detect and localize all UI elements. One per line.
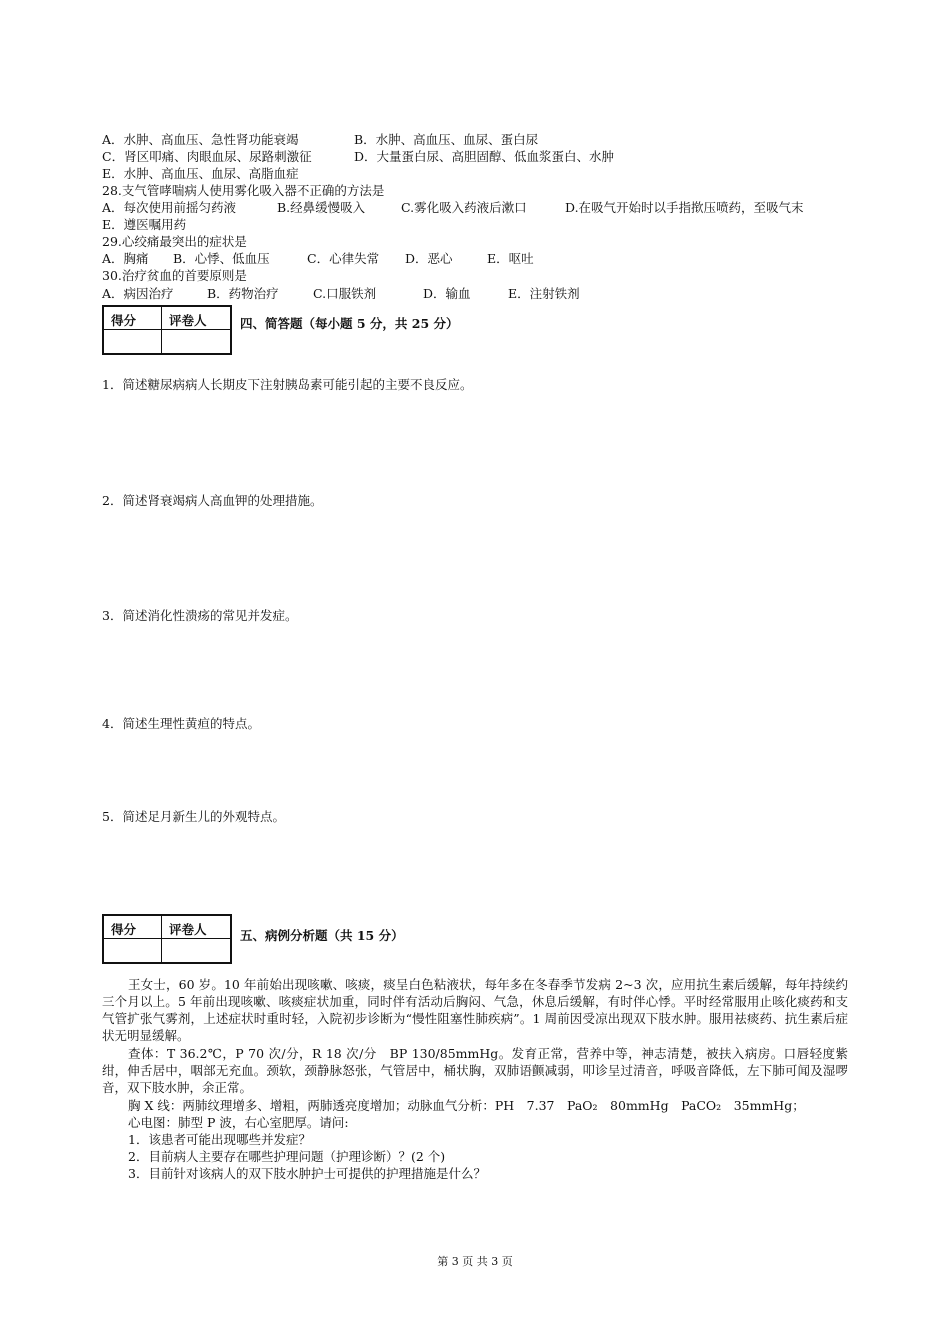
score-label: 得分 (104, 916, 162, 939)
q29-option-a: A．胸痛 (102, 251, 149, 266)
short-answer-q3: 3．简述消化性溃疡的常见并发症。 (102, 608, 298, 623)
q28-option-b: B.经鼻缓慢吸入 (277, 200, 366, 215)
case-ecg: 心电图：肺型 P 波，右心室肥厚。请问: (128, 1115, 349, 1130)
grader-cell[interactable] (162, 939, 232, 964)
case-exam-paragraph: 查体：T 36.2℃，P 70 次/分，R 18 次/分 BP 130/85mmHg。发育正常，营养中等，神志清楚，被扶入病房。口唇轻度紫绀，伸舌居中，咽部无充血。颈软，颈静脉怒张，气管居中，桶状胸，双肺语颤减弱，叩诊呈过清音，呼吸音降低，左下肺可闻及湿啰音，双下肢水肿，余正常。 (102, 1046, 848, 1095)
q28-stem: 28.支气管哮喘病人使用雾化吸入器不正确的方法是 (102, 183, 385, 198)
case-history-paragraph: 王女士，60 岁。10 年前始出现咳嗽、咳痰，痰呈白色粘液状，每年多在冬春季节发病 2~3 次，应用抗生素后缓解，每年持续约三个月以上。5 年前出现咳嗽、咳痰症状加重，同时伴有活动后胸闷、气急，休息后缓解，有时伴心悸。平时经常服用止咳化痰药和支气管扩张气雾剂，上述症状时重时轻，入院初步诊断为“慢性阻塞性肺疾病”。1 周前因受凉出现双下肢水肿。服用祛痰药、抗生素后症状无明显缓解。 (102, 977, 848, 1043)
q29-stem: 29.心绞痛最突出的症状是 (102, 234, 247, 249)
short-answer-q1: 1．简述糖尿病病人长期皮下注射胰岛素可能引起的主要不良反应。 (102, 377, 473, 392)
grader-label: 评卷人 (162, 307, 232, 330)
section4-title: 四、简答题（每小题 5 分，共 25 分） (240, 316, 459, 331)
short-answer-q4: 4．简述生理性黄疸的特点。 (102, 716, 260, 731)
section4-score-table (102, 305, 232, 355)
q30-option-b: B．药物治疗 (207, 286, 279, 301)
q27-option-c: C．肾区叩痛、肉眼血尿、尿路刺激征 (102, 149, 312, 164)
q29-option-c: C．心律失常 (307, 251, 380, 266)
case-xray-bloodgas: 胸 X 线：两肺纹理增多、增粗，两肺透亮度增加；动脉血气分析：PH 7.37 PaO₂ 80mmHg PaCO₂ 35mmHg； (128, 1098, 805, 1113)
q30-option-d: D．输血 (423, 286, 471, 301)
page-footer: 第 3 页 共 3 页 (437, 1255, 513, 1268)
section5-title: 五、病例分析题（共 15 分） (240, 928, 404, 943)
q27-option-e: E．水肿、高血压、血尿、高脂血症 (102, 166, 299, 181)
q28-options-row1 (102, 199, 804, 216)
case-question-2: 2．目前病人主要存在哪些护理问题（护理诊断）？(2 个) (128, 1149, 446, 1164)
q28-option-e: E．遵医嘱用药 (102, 217, 187, 232)
q30-options-row (102, 285, 580, 302)
q29-option-d: D．恶心 (405, 251, 453, 266)
q30-option-a: A．病因治疗 (102, 286, 174, 301)
grader-label: 评卷人 (162, 916, 232, 939)
case-question-1: 1．该患者可能出现哪些并发症？ (128, 1132, 311, 1147)
short-answer-q2: 2．简述肾衰竭病人高血钾的处理措施。 (102, 493, 323, 508)
q28-option-d: D.在吸气开始时以手指揿压喷药，至吸气末 (565, 200, 804, 215)
case-question-3: 3．目前针对该病人的双下肢水肿护士可提供的护理措施是什么？ (128, 1166, 486, 1181)
score-cell[interactable] (104, 330, 162, 355)
section5-score-table (102, 914, 232, 964)
q29-option-b: B．心悸、低血压 (173, 251, 270, 266)
score-cell[interactable] (104, 939, 162, 964)
short-answer-q5: 5．简述足月新生儿的外观特点。 (102, 809, 285, 824)
q30-option-c: C.口服铁剂 (313, 286, 377, 301)
q27-option-a: A．水肿、高血压、急性肾功能衰竭 (102, 132, 299, 147)
q30-option-e: E．注射铁剂 (508, 286, 580, 301)
q28-option-a: A．每次使用前摇匀药液 (102, 200, 237, 215)
q27-option-d: D．大量蛋白尿、高胆固醇、低血浆蛋白、水肿 (354, 149, 615, 164)
q27-option-b: B．水肿、高血压、血尿、蛋白尿 (354, 132, 539, 147)
grader-cell[interactable] (162, 330, 232, 355)
q29-options-row (102, 250, 534, 267)
q30-stem: 30.治疗贫血的首要原则是 (102, 268, 247, 283)
score-label: 得分 (104, 307, 162, 330)
q28-option-c: C.雾化吸入药液后漱口 (401, 200, 527, 215)
q27-options-row2 (102, 148, 614, 165)
q27-options-row1 (102, 131, 538, 148)
q29-option-e: E．呕吐 (487, 251, 534, 266)
